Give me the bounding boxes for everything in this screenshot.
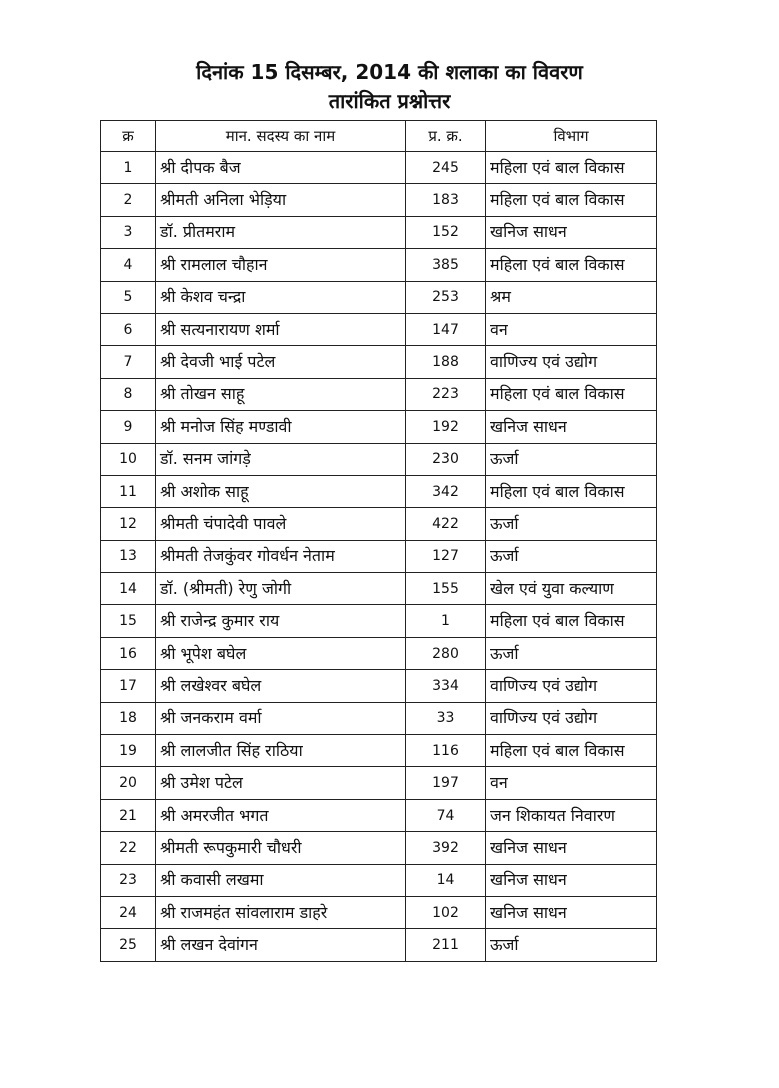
- department-cell: महिला एवं बाल विकास: [486, 475, 657, 507]
- question-number-cell: 197: [406, 767, 486, 799]
- table-row: [101, 832, 657, 864]
- department-cell: खनिज साधन: [486, 896, 657, 928]
- member-name-cell: श्री तोखन साहू: [156, 378, 406, 410]
- department-cell: खनिज साधन: [486, 216, 657, 248]
- table-row: [101, 767, 657, 799]
- member-name-cell: श्री राजेन्द्र कुमार राय: [156, 605, 406, 637]
- member-name-cell: श्री उमेश पटेल: [156, 767, 406, 799]
- member-name-cell: श्री कवासी लखमा: [156, 864, 406, 896]
- member-name-cell: श्री अमरजीत भगत: [156, 799, 406, 831]
- serial-number-cell: 23: [101, 864, 156, 896]
- serial-number-cell: 25: [101, 929, 156, 961]
- table-row: [101, 799, 657, 831]
- question-number-cell: 188: [406, 346, 486, 378]
- table-body: [101, 152, 657, 962]
- serial-number-cell: 22: [101, 832, 156, 864]
- department-cell: महिला एवं बाल विकास: [486, 605, 657, 637]
- department-cell: महिला एवं बाल विकास: [486, 184, 657, 216]
- table-row: [101, 184, 657, 216]
- question-number-cell: 155: [406, 573, 486, 605]
- table-row: [101, 216, 657, 248]
- question-number-cell: 14: [406, 864, 486, 896]
- member-name-cell: डॉ. (श्रीमती) रेणु जोगी: [156, 573, 406, 605]
- member-name-cell: श्री दीपक बैज: [156, 152, 406, 184]
- member-name-cell: श्री लखेश्वर बघेल: [156, 670, 406, 702]
- question-number-cell: 253: [406, 281, 486, 313]
- table-row: [101, 864, 657, 896]
- department-cell: ऊर्जा: [486, 443, 657, 475]
- header-department: विभाग: [486, 121, 657, 152]
- department-cell: वाणिज्य एवं उद्योग: [486, 670, 657, 702]
- question-number-cell: 385: [406, 249, 486, 281]
- department-cell: खनिज साधन: [486, 864, 657, 896]
- member-name-cell: श्री मनोज सिंह मण्डावी: [156, 411, 406, 443]
- serial-number-cell: 19: [101, 735, 156, 767]
- member-name-cell: श्रीमती तेजकुंवर गोवर्धन नेताम: [156, 540, 406, 572]
- department-cell: ऊर्जा: [486, 508, 657, 540]
- table-row: [101, 152, 657, 184]
- question-number-cell: 102: [406, 896, 486, 928]
- table-row: [101, 313, 657, 345]
- serial-number-cell: 16: [101, 637, 156, 669]
- question-table: [100, 120, 657, 962]
- question-number-cell: 152: [406, 216, 486, 248]
- department-cell: ऊर्जा: [486, 540, 657, 572]
- member-name-cell: श्री अशोक साहू: [156, 475, 406, 507]
- question-number-cell: 183: [406, 184, 486, 216]
- document-subtitle: तारांकित प्रश्नोत्तर: [328, 89, 451, 113]
- question-number-cell: 1: [406, 605, 486, 637]
- department-cell: महिला एवं बाल विकास: [486, 152, 657, 184]
- serial-number-cell: 1: [101, 152, 156, 184]
- department-cell: महिला एवं बाल विकास: [486, 378, 657, 410]
- question-number-cell: 392: [406, 832, 486, 864]
- serial-number-cell: 2: [101, 184, 156, 216]
- table-row: [101, 346, 657, 378]
- question-number-cell: 342: [406, 475, 486, 507]
- department-cell: खनिज साधन: [486, 832, 657, 864]
- serial-number-cell: 24: [101, 896, 156, 928]
- question-number-cell: 223: [406, 378, 486, 410]
- table-row: [101, 702, 657, 734]
- question-number-cell: 192: [406, 411, 486, 443]
- serial-number-cell: 9: [101, 411, 156, 443]
- department-cell: खनिज साधन: [486, 411, 657, 443]
- serial-number-cell: 14: [101, 573, 156, 605]
- member-name-cell: श्री रामलाल चौहान: [156, 249, 406, 281]
- department-cell: वन: [486, 313, 657, 345]
- member-name-cell: श्रीमती चंपादेवी पावले: [156, 508, 406, 540]
- department-cell: वाणिज्य एवं उद्योग: [486, 702, 657, 734]
- department-cell: वाणिज्य एवं उद्योग: [486, 346, 657, 378]
- table-row: [101, 896, 657, 928]
- member-name-cell: श्रीमती रूपकुमारी चौधरी: [156, 832, 406, 864]
- member-name-cell: श्री सत्यनारायण शर्मा: [156, 313, 406, 345]
- question-number-cell: 422: [406, 508, 486, 540]
- serial-number-cell: 3: [101, 216, 156, 248]
- table-row: [101, 411, 657, 443]
- department-cell: वन: [486, 767, 657, 799]
- member-name-cell: श्री लालजीत सिंह राठिया: [156, 735, 406, 767]
- table-row: [101, 508, 657, 540]
- question-number-cell: 147: [406, 313, 486, 345]
- table-row: [101, 249, 657, 281]
- question-number-cell: 33: [406, 702, 486, 734]
- serial-number-cell: 5: [101, 281, 156, 313]
- table-header-row: [101, 121, 657, 152]
- table-row: [101, 443, 657, 475]
- document-title: दिनांक 15 दिसम्बर, 2014 की शलाका का विवरण: [196, 60, 583, 84]
- serial-number-cell: 13: [101, 540, 156, 572]
- member-name-cell: श्री देवजी भाई पटेल: [156, 346, 406, 378]
- question-number-cell: 74: [406, 799, 486, 831]
- table-row: [101, 735, 657, 767]
- member-name-cell: श्री जनकराम वर्मा: [156, 702, 406, 734]
- member-name-cell: श्री भूपेश बघेल: [156, 637, 406, 669]
- member-name-cell: श्री लखन देवांगन: [156, 929, 406, 961]
- department-cell: खेल एवं युवा कल्याण: [486, 573, 657, 605]
- table-row: [101, 929, 657, 961]
- serial-number-cell: 20: [101, 767, 156, 799]
- table-row: [101, 670, 657, 702]
- serial-number-cell: 4: [101, 249, 156, 281]
- member-name-cell: श्रीमती अनिला भेड़िया: [156, 184, 406, 216]
- question-number-cell: 334: [406, 670, 486, 702]
- table-row: [101, 605, 657, 637]
- department-cell: महिला एवं बाल विकास: [486, 249, 657, 281]
- department-cell: जन शिकायत निवारण: [486, 799, 657, 831]
- serial-number-cell: 7: [101, 346, 156, 378]
- table-row: [101, 378, 657, 410]
- serial-number-cell: 12: [101, 508, 156, 540]
- member-name-cell: श्री राजमहंत सांवलाराम डाहरे: [156, 896, 406, 928]
- department-cell: महिला एवं बाल विकास: [486, 735, 657, 767]
- department-cell: ऊर्जा: [486, 637, 657, 669]
- table-row: [101, 475, 657, 507]
- department-cell: ऊर्जा: [486, 929, 657, 961]
- question-number-cell: 127: [406, 540, 486, 572]
- table-row: [101, 637, 657, 669]
- question-number-cell: 211: [406, 929, 486, 961]
- table-row: [101, 281, 657, 313]
- question-number-cell: 116: [406, 735, 486, 767]
- member-name-cell: डॉ. प्रीतमराम: [156, 216, 406, 248]
- header-serial-number: क्र: [101, 121, 156, 152]
- question-number-cell: 245: [406, 152, 486, 184]
- serial-number-cell: 15: [101, 605, 156, 637]
- serial-number-cell: 11: [101, 475, 156, 507]
- serial-number-cell: 21: [101, 799, 156, 831]
- header-member-name: मान. सदस्य का नाम: [156, 121, 406, 152]
- question-number-cell: 280: [406, 637, 486, 669]
- question-number-cell: 230: [406, 443, 486, 475]
- header-question-number: प्र. क्र.: [406, 121, 486, 152]
- member-name-cell: श्री केशव चन्द्रा: [156, 281, 406, 313]
- serial-number-cell: 6: [101, 313, 156, 345]
- table-row: [101, 573, 657, 605]
- serial-number-cell: 8: [101, 378, 156, 410]
- serial-number-cell: 10: [101, 443, 156, 475]
- table-row: [101, 540, 657, 572]
- serial-number-cell: 18: [101, 702, 156, 734]
- department-cell: श्रम: [486, 281, 657, 313]
- serial-number-cell: 17: [101, 670, 156, 702]
- member-name-cell: डॉ. सनम जांगड़े: [156, 443, 406, 475]
